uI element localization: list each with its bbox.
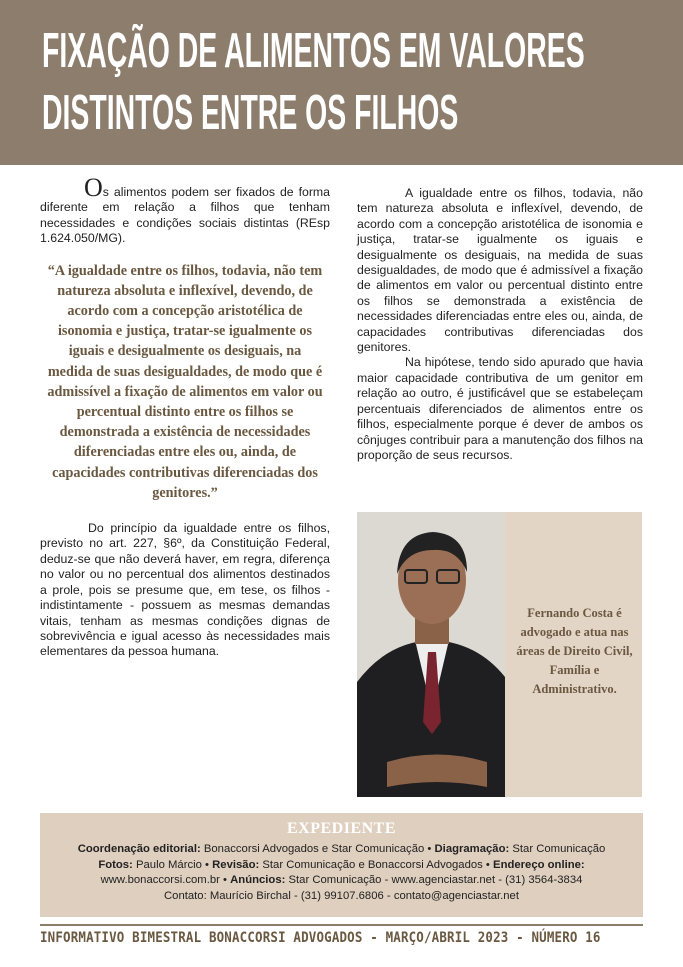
author-box [357, 512, 642, 797]
value: Bonaccorsi Advogados e Star Comunicação • [200, 843, 435, 855]
intro-text: s alimentos podem ser fixados de forma diferente em relação a filhos que tenham necessidades e condições sociais distintas (REsp 1.624.050/MG). [40, 185, 330, 246]
label: Revisão: [212, 858, 260, 871]
expediente-line [40, 842, 643, 858]
label: Fotos: [98, 858, 133, 871]
value: Star Comunicação e Bonaccorsi Advogados • [259, 858, 494, 871]
footer-divider [40, 924, 643, 926]
expediente-box [40, 813, 643, 917]
body-paragraph: A igualdade entre os filhos, todavia, não tem natureza absoluta e inflexível, devendo, de acordo com a concepção aristotélica de isonomia e justiça, tratar-se igualmente os iguais e desigualmente os desiguais, na medida de suas desigualdades, de modo que é admissível a fixação de alimentos em valor ou percentual distinto entre os filhos se demonstrada a existência de necessidades diferenciadas entre eles ou, ainda, de capacidades contributivas diferenciadas dos genitores. [357, 186, 643, 355]
title-banner [0, 0, 683, 165]
right-column [357, 186, 643, 463]
page-title [42, 20, 585, 144]
title-line-1: FIXAÇÃO DE ALIMENTOS EM VALORES [42, 24, 585, 78]
pull-quote: “A igualdade entre os filhos, todavia, não tem natureza absoluta e inflexível, devendo, de acordo com a concepção aristotélica de isonomia e justiça, tratar-se igualmente os iguais e desigualmente os desiguais, na medida de suas desigualdades, de modo que é admissível a fixação de alimentos em valor ou percentual distinto entre os filhos se demonstrada a existência de necessidades diferenciadas entre eles ou, ainda, de capacidades contributivas diferenciadas dos genitores.” [47, 262, 323, 501]
footer-text: INFORMATIVO BIMESTRAL BONACCORSI ADVOGADOS - MARÇO/ABRIL 2023 - NÚMERO 16 [40, 930, 601, 946]
expediente-title: EXPEDIENTE [286, 820, 397, 837]
body-paragraph: Do princípio da igualdade entre os filhos, previsto no art. 227, §6º, da Constituição Federal, deduz-se que não deverá haver, em regra, diferença no valor ou no percentual dos alimentos destinados a prole, pois se presume que, em tese, os filhos - indistintamente - possuem as mesmas demandas vitais, tenham as mesmas condições dignas de sobrevivência e igual acesso às necessidades mais elementares da pessoa humana. [40, 521, 330, 659]
label: Endereço online: [493, 858, 585, 871]
body-paragraph: Na hipótese, tendo sido apurado que havia maior capacidade contributiva de um genitor em relação ao outro, é justificável que se estabeleçam percentuais diferenciados de alimentos entre os filhos, especialmente porque é dever de ambos os cônjuges contribuir para a manutenção dos filhos na proporção de seus recursos. [357, 355, 643, 462]
intro-paragraph [40, 173, 330, 247]
expediente-line [40, 873, 643, 889]
drop-cap: O [84, 173, 103, 202]
value: Paulo Márcio • [132, 858, 213, 871]
label: Coordenação editorial: [77, 843, 201, 855]
left-column [40, 173, 330, 660]
label: Anúncios: [230, 874, 286, 886]
author-caption: Fernando Costa é advogado e atua nas áreas de Direito Civil, Família e Administrativo. [516, 606, 633, 696]
website-link[interactable]: www.bonaccorsi.com.br • [100, 874, 231, 886]
expediente-contact: Contato: Maurício Birchal - (31) 99107.6806 - contato@agenciastar.net [164, 889, 519, 902]
author-photo [357, 512, 505, 797]
value: Star Comunicação [509, 843, 606, 855]
title-line-2: DISTINTOS ENTRE OS FILHOS [42, 86, 459, 140]
value: Star Comunicação - www.agenciastar.net - (31) 3564-3834 [285, 874, 583, 886]
label: Diagramação: [434, 843, 510, 855]
expediente-line [40, 858, 643, 874]
